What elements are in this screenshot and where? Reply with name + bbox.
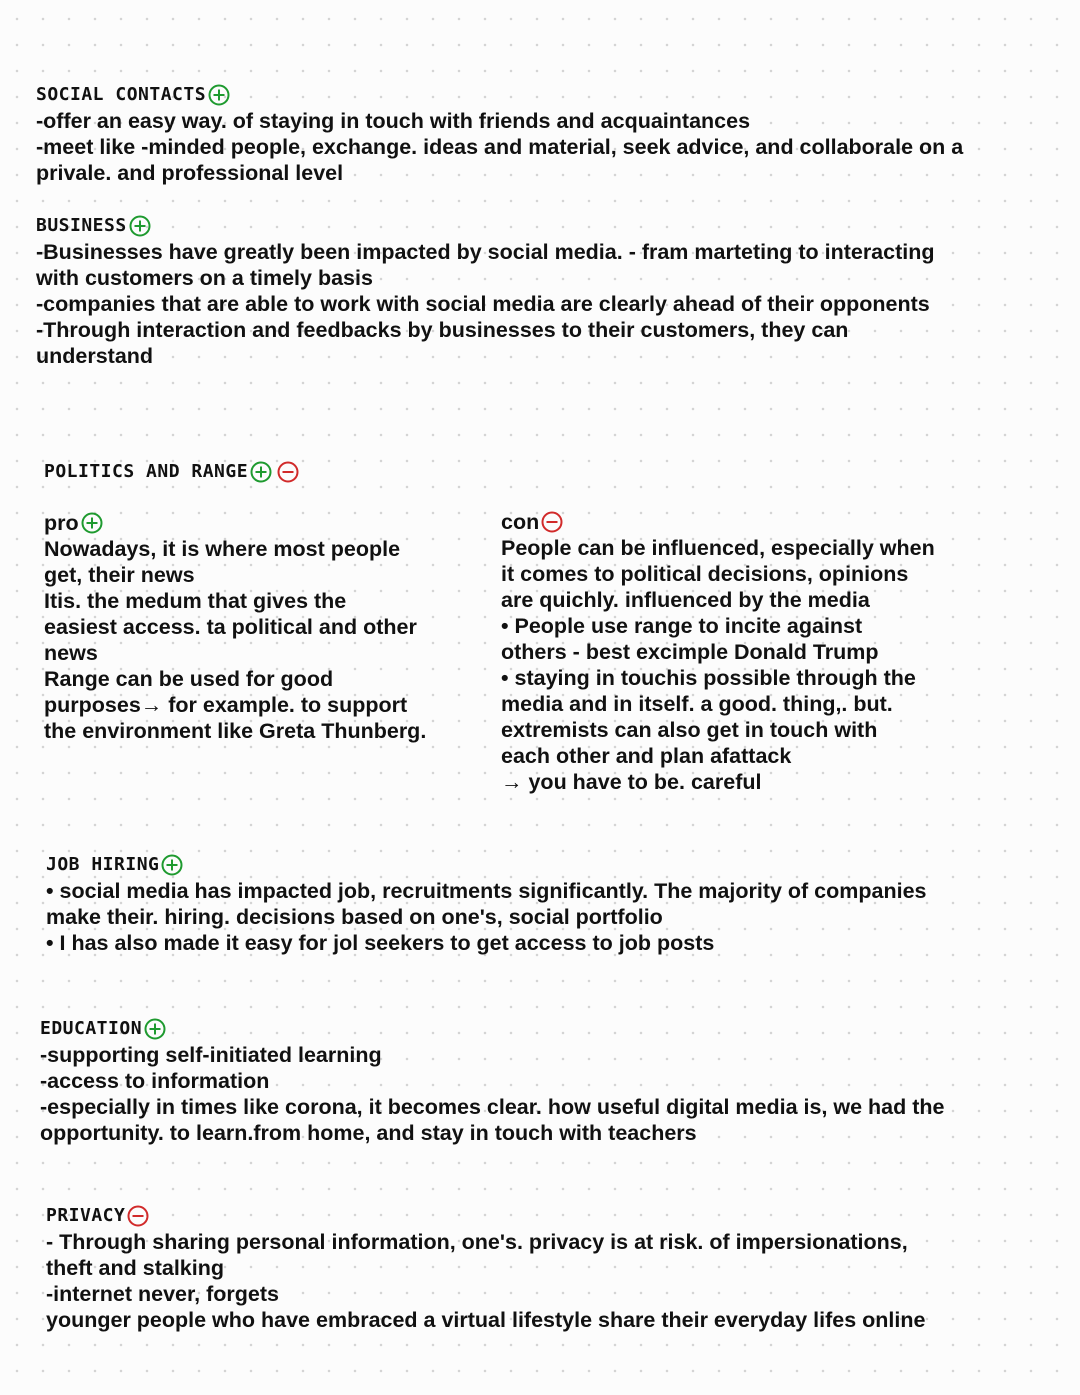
section-social-contacts bbox=[36, 82, 963, 186]
pro-heading-text: pro bbox=[44, 511, 79, 535]
section-heading bbox=[44, 459, 302, 485]
plus-circle-icon bbox=[208, 84, 230, 106]
text-line: -Businesses have greatly been impacted by social media. - fram marteting to interacting bbox=[36, 240, 935, 264]
minus-circle-icon bbox=[277, 461, 299, 483]
text-line: -access to information bbox=[40, 1069, 270, 1093]
section-privacy bbox=[46, 1203, 925, 1333]
con-heading bbox=[501, 509, 935, 535]
text-line: Itis. the medum that gives the bbox=[44, 589, 347, 613]
section-heading-text: SOCIAL CONTACTS bbox=[36, 84, 207, 105]
text-line: -supporting self-initiated learning bbox=[40, 1043, 382, 1067]
text-line: media and in itself. a good. thing,. but. bbox=[501, 692, 893, 716]
text-line: -especially in times like corona, it becomes clear. how useful digital media is, we had the bbox=[40, 1095, 945, 1119]
text-line: -companies that are able to work with social media are clearly ahead of their opponents bbox=[36, 292, 930, 316]
section-heading bbox=[36, 213, 935, 239]
text-line: -meet like -minded people, exchange. ideas and material, seek advice, and collaborale on a bbox=[36, 135, 964, 159]
section-heading-text: POLITICS AND RANGE bbox=[44, 461, 249, 482]
text-line: Range can be used for good bbox=[44, 667, 334, 691]
text-line: others - best excimple Donald Trump bbox=[501, 640, 879, 664]
section-heading bbox=[40, 1016, 945, 1042]
text-line: theft and stalking bbox=[46, 1256, 224, 1280]
text-line: People can be influenced, especially when bbox=[501, 536, 935, 560]
plus-circle-icon bbox=[144, 1018, 166, 1040]
text-line: news bbox=[44, 641, 98, 665]
section-heading-text: BUSINESS bbox=[36, 215, 127, 236]
text-line: make their. hiring. decisions based on one's, social portfolio bbox=[46, 905, 663, 929]
text-line: understand bbox=[36, 344, 154, 368]
politics-con-column bbox=[501, 509, 935, 795]
text-line: Nowadays, it is where most people bbox=[44, 537, 401, 561]
text-line: younger people who have embraced a virtual lifestyle share their everyday lifes online bbox=[46, 1308, 926, 1332]
text-line: • People use range to incite against bbox=[501, 614, 863, 638]
section-politics bbox=[44, 459, 302, 485]
text-line: get, their news bbox=[44, 563, 195, 587]
text-line: - Through sharing personal information, one's. privacy is at risk. of impersionations, bbox=[46, 1230, 908, 1254]
plus-circle-icon bbox=[250, 461, 272, 483]
text-line: -offer an easy way. of staying in touch with friends and acquaintances bbox=[36, 109, 751, 133]
text-line: with customers on a timely basis bbox=[36, 266, 373, 290]
politics-pro-column bbox=[44, 510, 426, 744]
text-line: it comes to political decisions, opinions bbox=[501, 562, 909, 586]
text-line: • I has also made it easy for jol seekers to get access to job posts bbox=[46, 931, 715, 955]
section-education bbox=[40, 1016, 945, 1146]
text-line: easiest access. ta political and other bbox=[44, 615, 417, 639]
text-line: privale. and professional level bbox=[36, 161, 344, 185]
text-line: extremists can also get in touch with bbox=[501, 718, 878, 742]
text-line: the environment like Greta Thunberg. bbox=[44, 719, 427, 743]
text-line: -internet never, forgets bbox=[46, 1282, 279, 1306]
text-line: purposes→ for example. to support bbox=[44, 693, 408, 717]
minus-circle-icon bbox=[127, 1205, 149, 1227]
section-heading-text: EDUCATION bbox=[40, 1018, 143, 1039]
minus-circle-icon bbox=[541, 511, 563, 533]
text-line: • social media has impacted job, recruitments significantly. The majority of companies bbox=[46, 879, 927, 903]
text-line: each other and plan afattack bbox=[501, 744, 792, 768]
text-line: opportunity. to learn.from home, and stay in touch with teachers bbox=[40, 1121, 697, 1145]
plus-circle-icon bbox=[81, 512, 103, 534]
section-heading-text: JOB HIRING bbox=[46, 854, 160, 875]
section-job-hiring bbox=[46, 852, 927, 956]
text-line: • staying in touchis possible through the bbox=[501, 666, 916, 690]
section-heading bbox=[46, 852, 927, 878]
section-heading bbox=[36, 82, 963, 108]
section-business bbox=[36, 213, 935, 369]
con-heading-text: con bbox=[501, 510, 540, 534]
text-line: are quichly. influenced by the media bbox=[501, 588, 870, 612]
text-line: → you have to be. careful bbox=[501, 770, 762, 794]
plus-circle-icon bbox=[129, 215, 151, 237]
section-heading-text: PRIVACY bbox=[46, 1205, 126, 1226]
text-line: -Through interaction and feedbacks by businesses to their customers, they can bbox=[36, 318, 849, 342]
pro-heading bbox=[44, 510, 426, 536]
plus-circle-icon bbox=[161, 854, 183, 876]
section-heading bbox=[46, 1203, 925, 1229]
